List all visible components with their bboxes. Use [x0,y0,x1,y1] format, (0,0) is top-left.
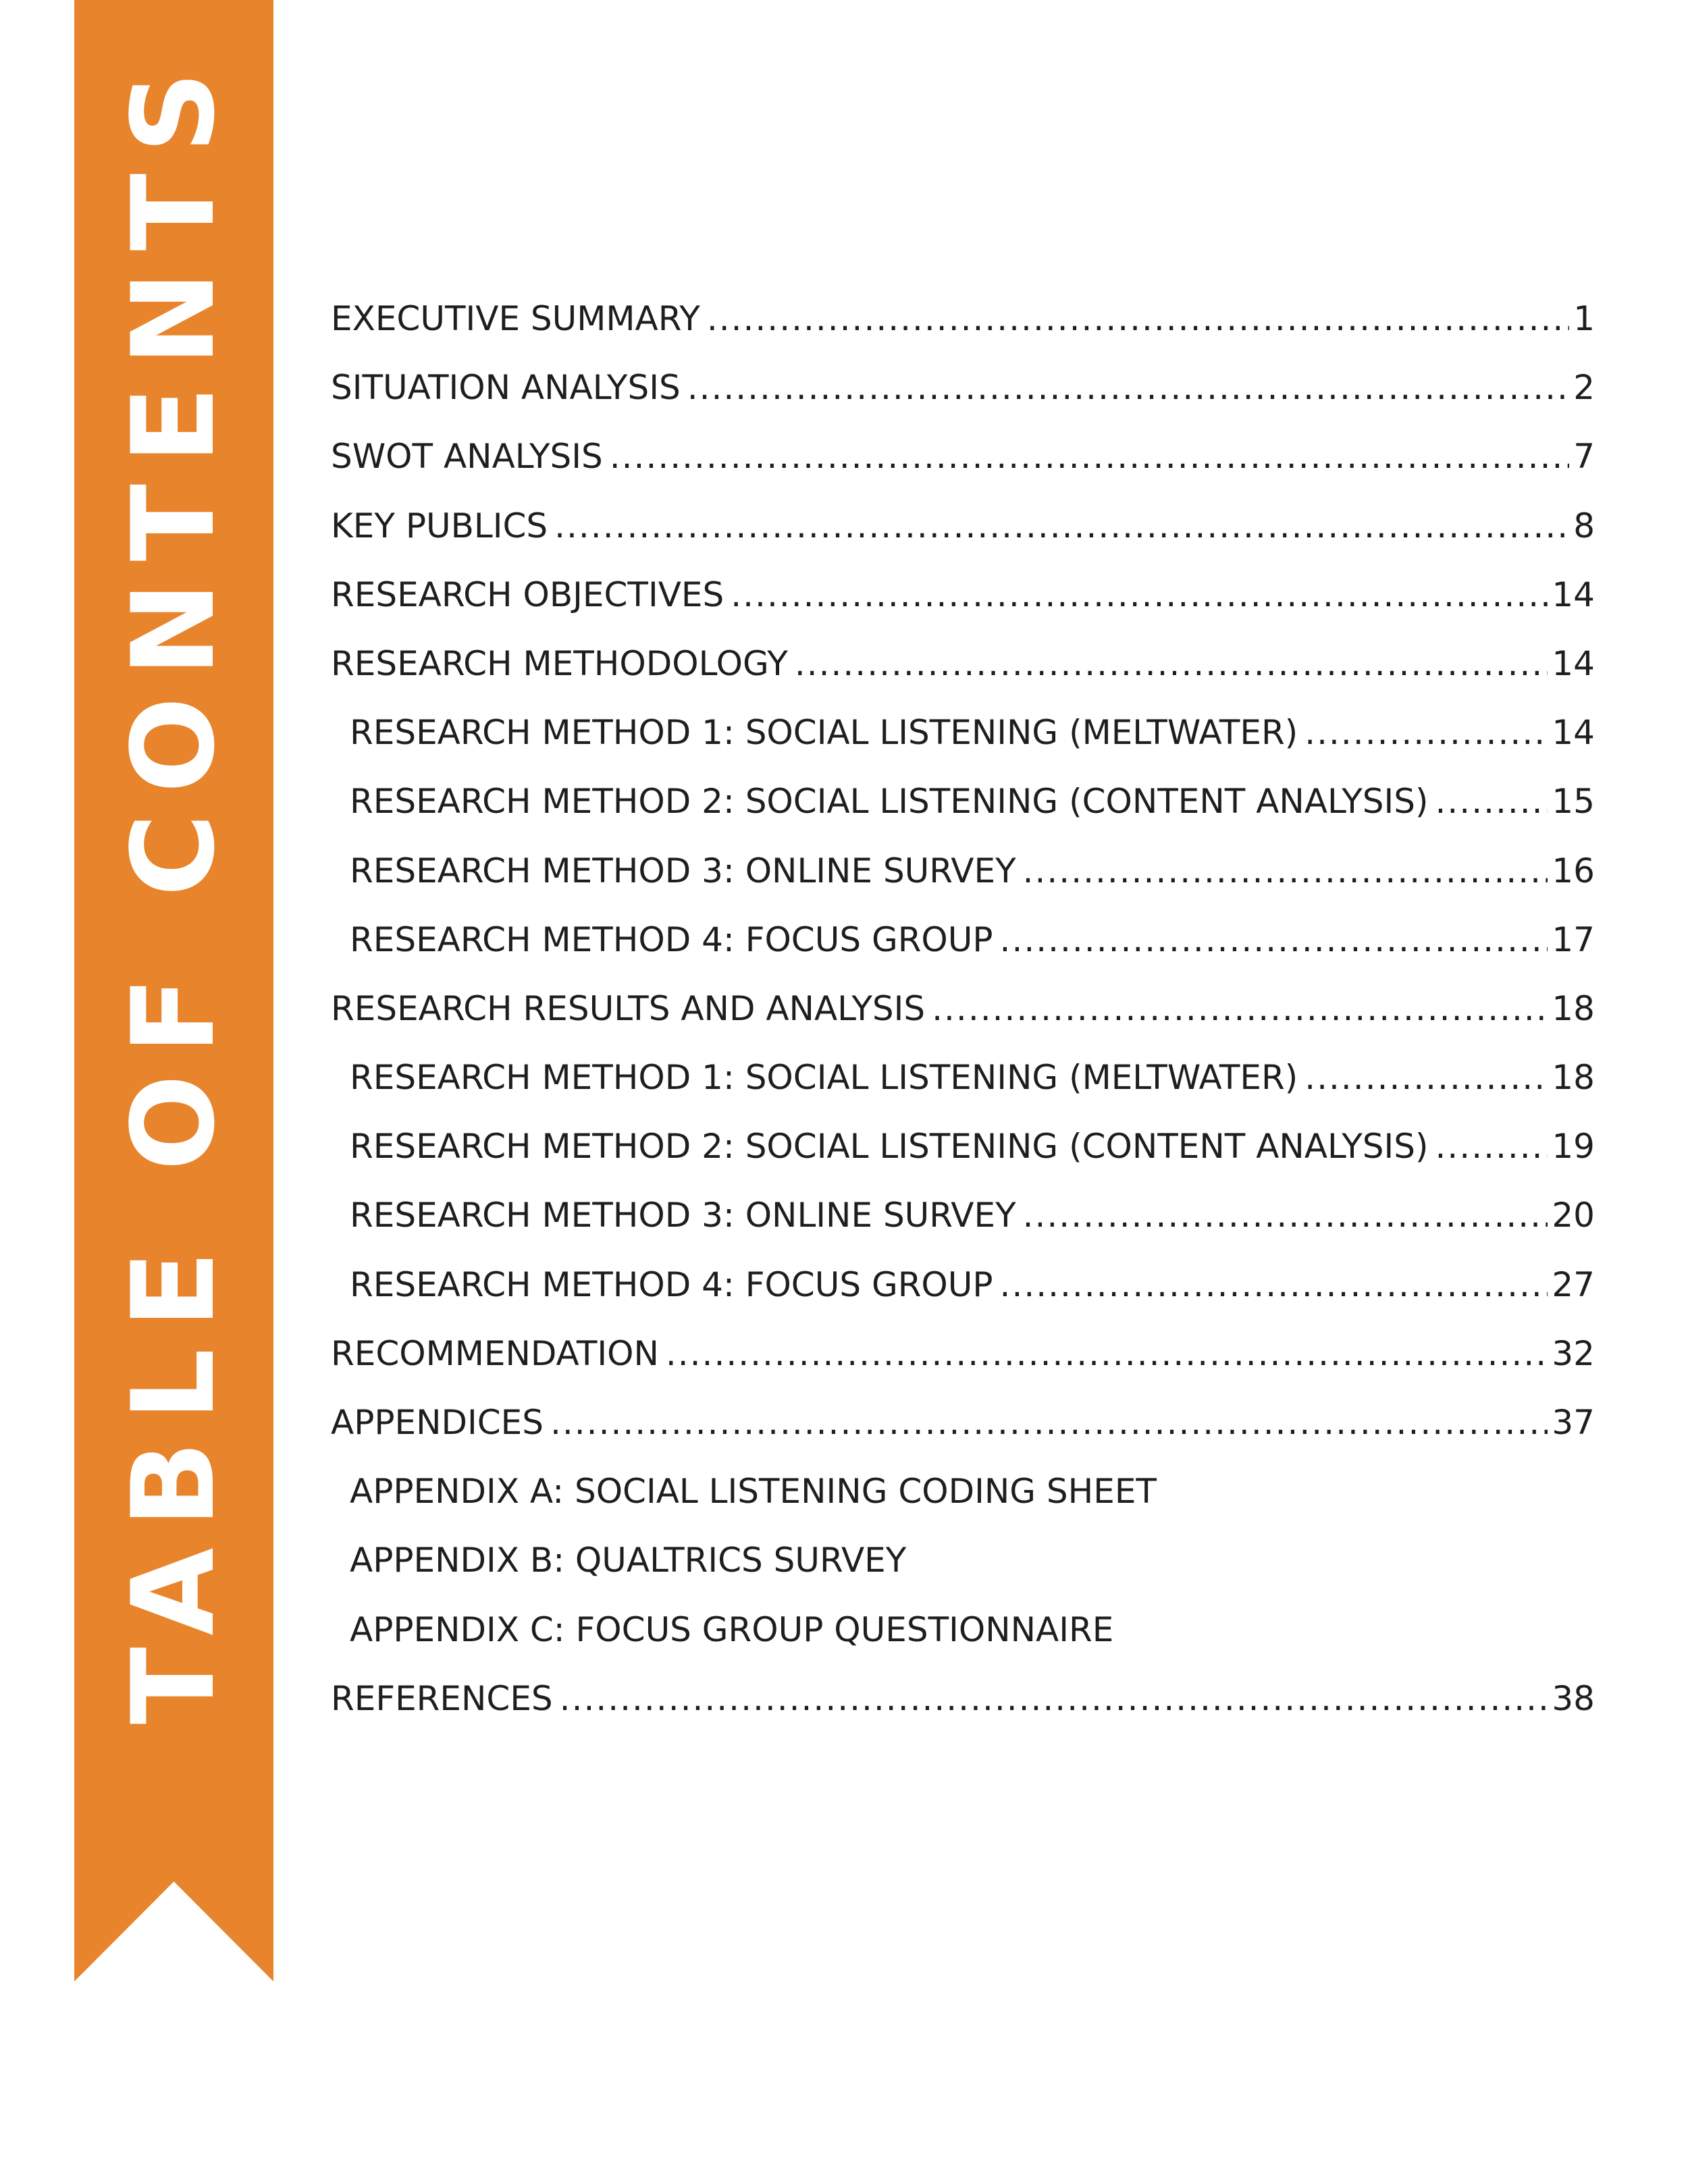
toc-dot-leader [795,642,1548,685]
toc-entry-label: SWOT ANALYSIS [331,437,603,477]
toc-dot-leader [666,1332,1548,1375]
toc-dot-leader [687,366,1570,409]
toc-entry[interactable] [331,849,1595,918]
toc-page-number: 27 [1552,1264,1595,1304]
toc-entry-label: RESEARCH METHOD 4: FOCUS GROUP [350,920,993,959]
toc-entry-label: APPENDICES [331,1403,544,1442]
toc-list [331,297,1595,1746]
toc-dot-leader [1000,918,1548,961]
toc-entry[interactable] [331,573,1595,642]
toc-dot-leader [1435,1125,1548,1168]
toc-dot-leader [1304,1056,1548,1099]
toc-entry-label: REFERENCES [331,1678,553,1718]
toc-entry[interactable] [331,1677,1595,1746]
toc-entry[interactable] [331,642,1595,711]
toc-entry-label: RESEARCH METHOD 3: ONLINE SURVEY [350,1196,1016,1235]
toc-dot-leader [932,987,1548,1030]
toc-entry-label: RESEARCH METHOD 4: FOCUS GROUP [350,1264,993,1304]
toc-entry[interactable] [331,1056,1595,1125]
toc-page-number: 14 [1552,713,1595,753]
toc-entry-label: RESEARCH METHOD 2: SOCIAL LISTENING (CONTENT ANALYSIS) [350,782,1429,822]
toc-page-number: 7 [1573,437,1595,477]
toc-page-number: 17 [1552,920,1595,959]
toc-page-number: 14 [1552,575,1595,614]
toc-entry[interactable] [331,435,1595,504]
toc-entry[interactable] [331,1125,1595,1194]
toc-page-number: 1 [1573,299,1595,338]
toc-entry[interactable] [331,1401,1595,1470]
toc-dot-leader [1000,1263,1548,1306]
toc-entry-label: APPENDIX C: FOCUS GROUP QUESTIONNAIRE [350,1609,1114,1649]
toc-entry[interactable] [331,780,1595,849]
toc-page-number: 2 [1573,368,1595,408]
toc-entry[interactable] [331,711,1595,780]
toc-entry-label: SITUATION ANALYSIS [331,368,681,408]
toc-dot-leader [1023,1194,1548,1237]
toc-page-number: 15 [1552,782,1595,822]
toc-entry-label: APPENDIX B: QUALTRICS SURVEY [350,1541,907,1580]
toc-page-number: 32 [1552,1333,1595,1373]
toc-entry[interactable] [331,297,1595,366]
toc-page-number: 18 [1552,1058,1595,1098]
toc-page-number: 18 [1552,988,1595,1028]
toc-entry[interactable] [331,1263,1595,1332]
toc-entry[interactable] [331,366,1595,435]
toc-entry-label: RESEARCH METHOD 2: SOCIAL LISTENING (CONTENT ANALYSIS) [350,1127,1429,1167]
toc-dot-leader [554,504,1569,548]
toc-dot-leader [1023,849,1548,893]
toc-dot-leader [1435,780,1548,823]
toc-entry-label: RECOMMENDATION [331,1333,659,1373]
toc-dot-leader [550,1401,1548,1444]
toc-entry[interactable] [331,1332,1595,1401]
toc-page-number: 14 [1552,643,1595,683]
toc-page-number: 8 [1573,506,1595,545]
toc-entry[interactable] [331,1194,1595,1262]
toc-entry-label: KEY PUBLICS [331,506,548,545]
toc-entry[interactable] [331,1470,1595,1539]
toc-entry[interactable] [331,987,1595,1056]
toc-dot-leader [1304,711,1548,754]
toc-entry-label: RESEARCH OBJECTIVES [331,575,724,614]
toc-entry-label: RESEARCH RESULTS AND ANALYSIS [331,988,926,1028]
toc-entry-label: RESEARCH METHODOLOGY [331,643,788,683]
toc-entry[interactable] [331,918,1595,987]
toc-entry[interactable] [331,1608,1595,1677]
toc-dot-leader [610,435,1569,478]
toc-dot-leader [731,573,1548,616]
toc-entry-label: RESEARCH METHOD 3: ONLINE SURVEY [350,851,1016,890]
toc-page-number: 16 [1552,851,1595,890]
toc-entry-label: EXECUTIVE SUMMARY [331,299,700,338]
toc-entry-label: RESEARCH METHOD 1: SOCIAL LISTENING (MELTWATER) [350,713,1298,753]
table-of-contents-heading: TABLE OF CONTENTS [107,51,240,1725]
toc-page-number: 38 [1552,1678,1595,1718]
toc-dot-leader [707,297,1569,340]
toc-page-number: 37 [1552,1403,1595,1442]
toc-entry-label: RESEARCH METHOD 1: SOCIAL LISTENING (MELTWATER) [350,1058,1298,1098]
toc-entry-label: APPENDIX A: SOCIAL LISTENING CODING SHEET [350,1472,1157,1512]
toc-entry[interactable] [331,504,1595,573]
toc-page-number: 19 [1552,1127,1595,1167]
toc-dot-leader [560,1677,1548,1720]
toc-page-number: 20 [1552,1196,1595,1235]
toc-entry[interactable] [331,1539,1595,1607]
